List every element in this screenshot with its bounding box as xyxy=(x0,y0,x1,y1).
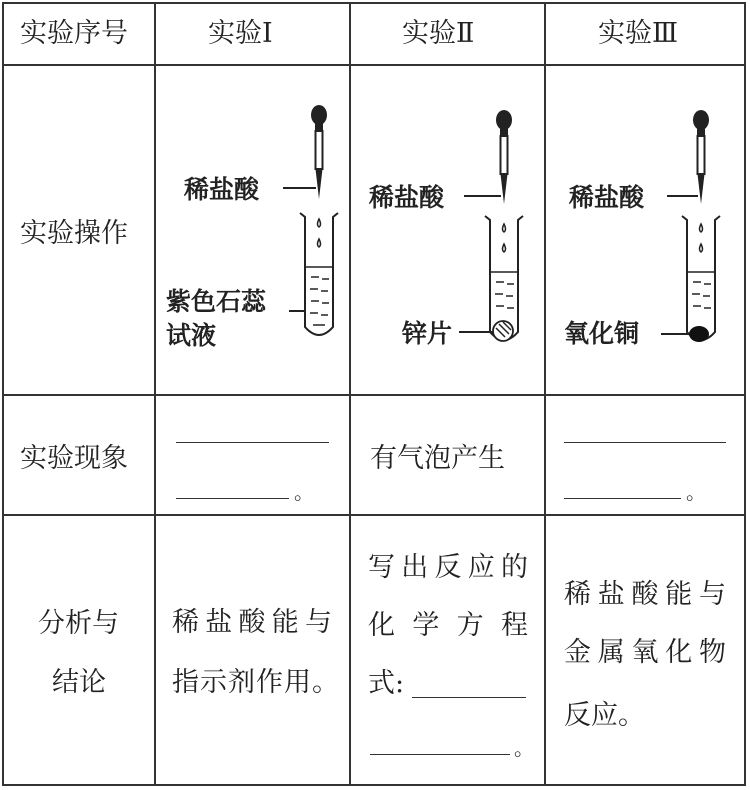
test-tube-diagram xyxy=(354,104,534,364)
period: 。 xyxy=(294,480,314,504)
experiment-table xyxy=(2,2,746,786)
row-divider xyxy=(4,64,744,66)
conclusion-text-line2: 指示剂作用。 xyxy=(172,667,340,698)
header-experiment-1: 实验Ⅰ xyxy=(208,18,273,49)
indicator-label-line2: 试液 xyxy=(166,321,217,350)
reagent-label: 稀盐酸 xyxy=(369,183,445,212)
equation-blank[interactable] xyxy=(370,754,510,755)
equation-prompt-line3: 式: xyxy=(368,668,405,699)
row-divider xyxy=(4,394,744,396)
conclusion-text: 稀盐酸能与 xyxy=(172,607,332,638)
row-label-phenomenon: 实验现象 xyxy=(20,443,128,474)
period: 。 xyxy=(514,736,534,760)
answer-blank[interactable] xyxy=(564,442,726,443)
row-label-conclusion-line2: 结论 xyxy=(52,667,106,698)
zinc-label: 锌片 xyxy=(402,319,453,348)
row-label-operation: 实验操作 xyxy=(20,218,128,249)
conclusion-text-line2: 金属氧化物 xyxy=(564,637,726,668)
equation-prompt: 写出反应的 xyxy=(368,552,528,583)
copper-oxide-label: 氧化铜 xyxy=(564,319,640,348)
reagent-label: 稀盐酸 xyxy=(569,183,645,212)
header-sequence: 实验序号 xyxy=(20,18,128,49)
row-divider xyxy=(4,514,744,516)
conclusion-text-line3: 反应。 xyxy=(564,700,645,731)
test-tube-diagram xyxy=(159,99,319,359)
equation-blank[interactable] xyxy=(412,697,526,698)
answer-blank[interactable] xyxy=(564,498,681,499)
reagent-label: 稀盐酸 xyxy=(184,175,260,204)
period: 。 xyxy=(686,480,706,504)
phenomenon-text: 有气泡产生 xyxy=(370,443,505,474)
header-experiment-3: 实验Ⅲ xyxy=(598,18,679,49)
test-tube-diagram xyxy=(549,104,729,364)
conclusion-text: 稀盐酸能与 xyxy=(564,579,726,610)
header-experiment-2: 实验Ⅱ xyxy=(402,18,475,49)
equation-prompt-line2: 化学方程 xyxy=(368,610,528,641)
indicator-label: 紫色石蕊 xyxy=(166,287,267,316)
answer-blank[interactable] xyxy=(176,442,329,443)
answer-blank[interactable] xyxy=(176,498,289,499)
row-label-conclusion: 分析与 xyxy=(38,608,119,639)
